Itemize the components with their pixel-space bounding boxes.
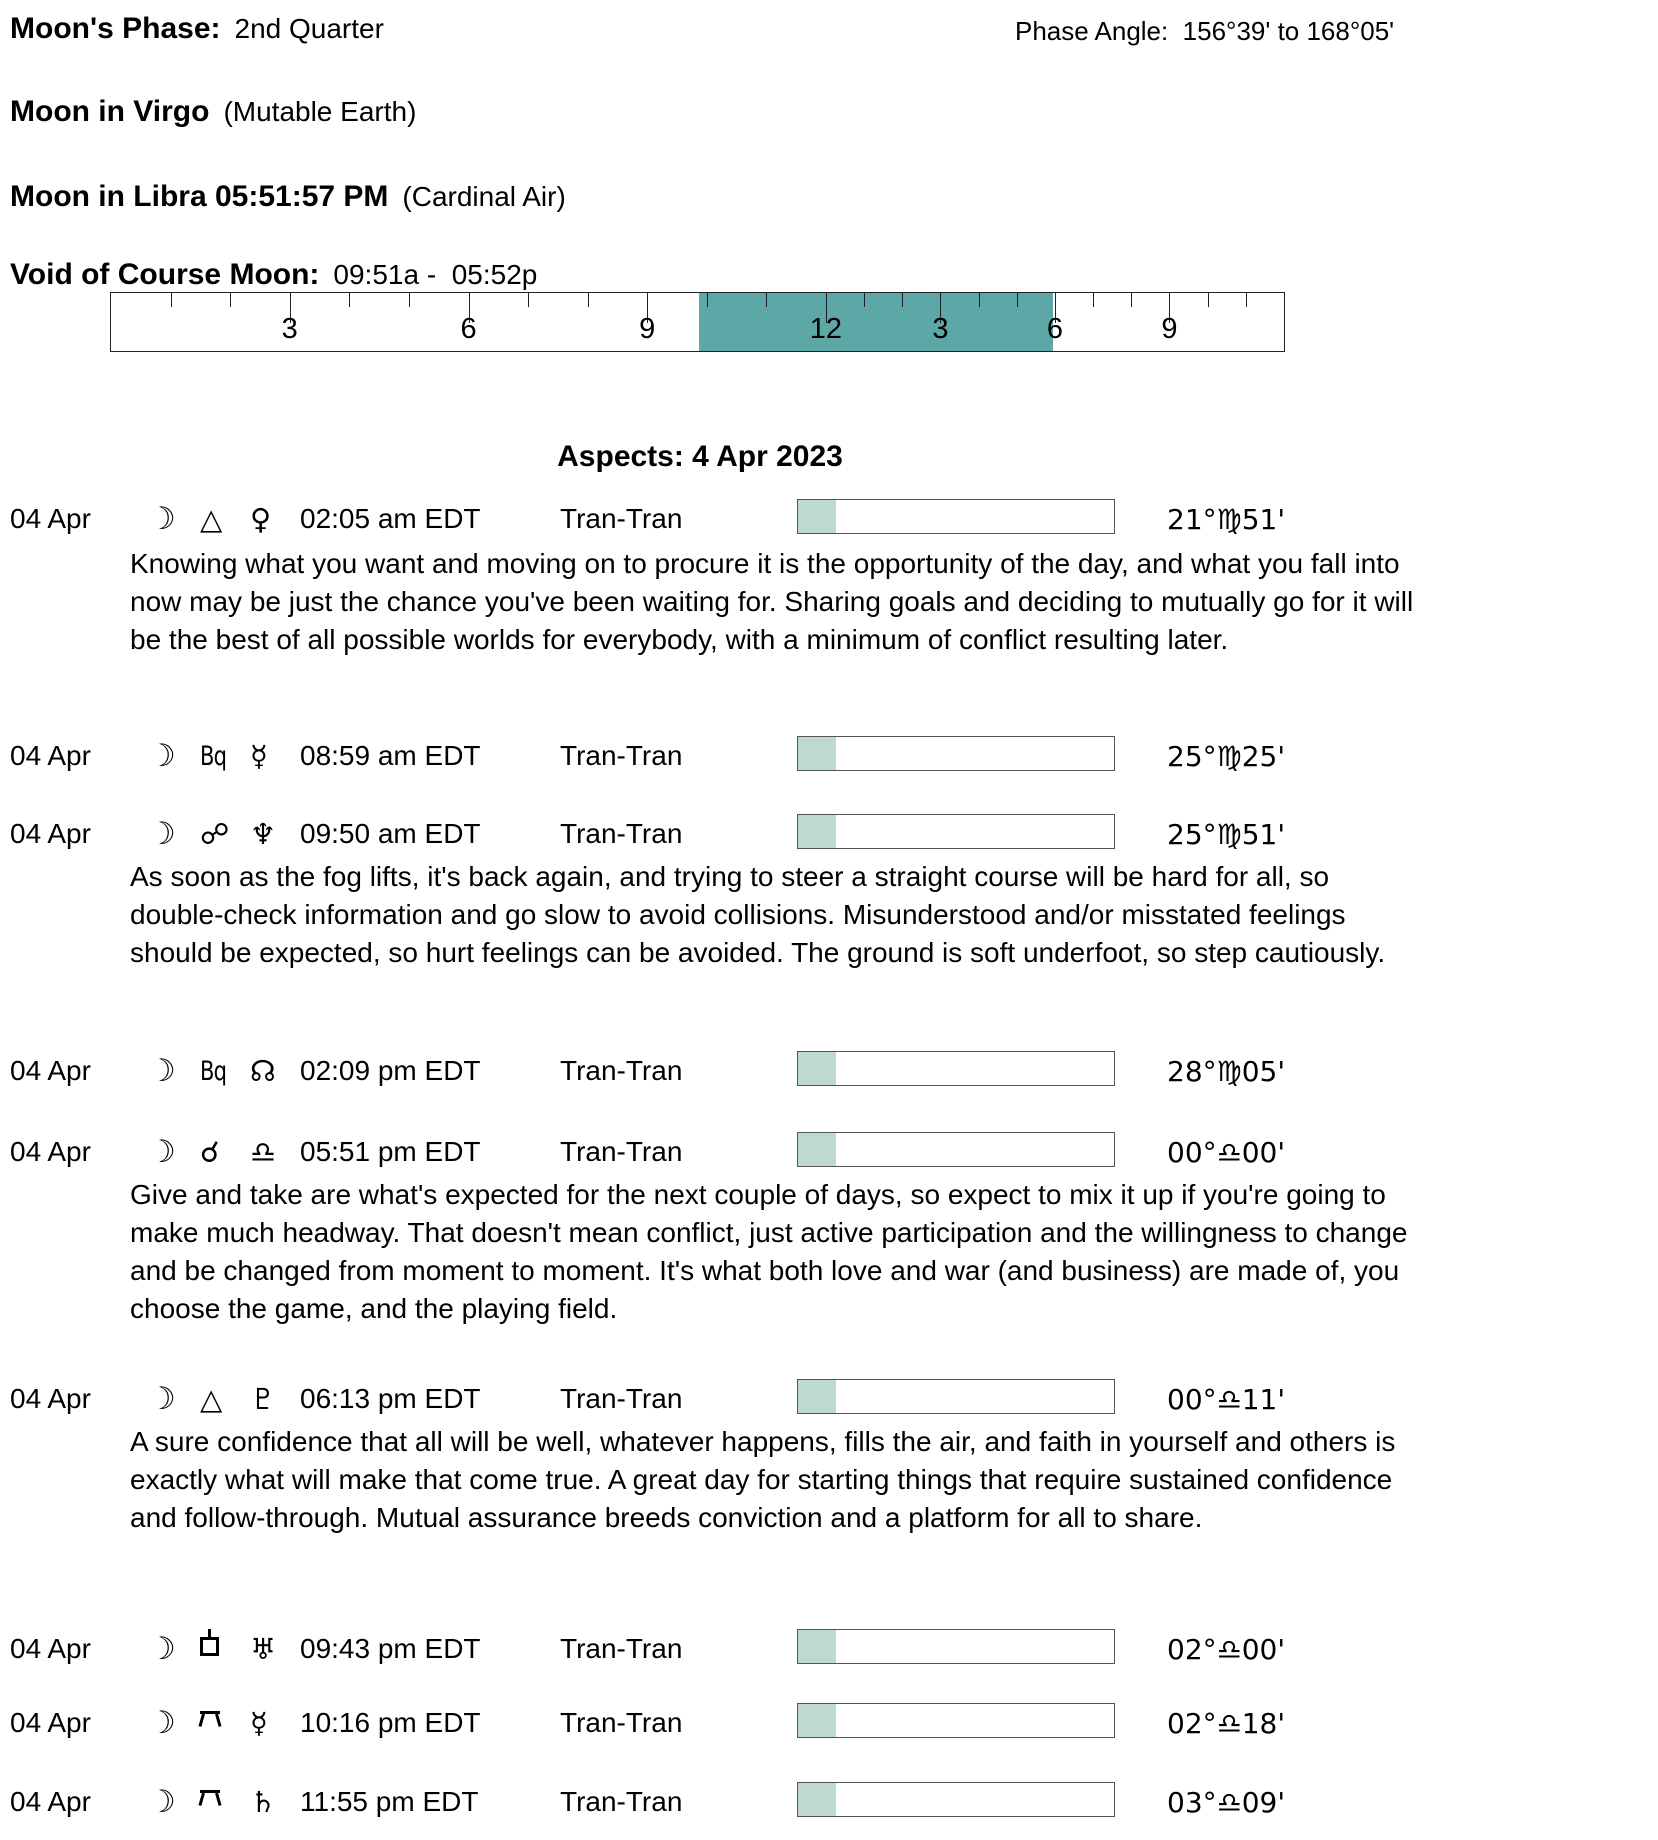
aspect-row: [0, 1786, 1658, 1822]
moon-ingress-detail: (Cardinal Air): [402, 181, 566, 212]
orb-progress-fill: [798, 1133, 836, 1166]
aspect-row: [0, 1136, 1658, 1172]
hour-tick: [1208, 293, 1209, 307]
aspect-row: [0, 1383, 1658, 1419]
hour-tick: [528, 293, 529, 307]
moon-ingress-line: [10, 180, 566, 214]
orb-progress-fill: [798, 737, 836, 770]
aspect-date: 04 Apr: [10, 1786, 91, 1817]
conjunction-icon: ☌: [200, 1135, 220, 1169]
hour-label: 3: [932, 313, 949, 345]
moon-icon: ☽: [148, 1381, 176, 1417]
aspect-time: 02:05 am EDT: [300, 503, 481, 534]
hour-label: 6: [1046, 313, 1063, 345]
mercury-icon: ☿: [250, 1706, 268, 1740]
void-of-course-line: [10, 258, 537, 292]
orb-progress-bar: [797, 814, 1115, 849]
orb-progress-bar: [797, 736, 1115, 771]
aspect-row: [0, 503, 1658, 539]
aspect-type: Tran-Tran: [560, 818, 683, 849]
libra-ingress-icon: ♎: [250, 1135, 276, 1169]
orb-progress-bar: [797, 1379, 1115, 1414]
aspect-row: [0, 740, 1658, 776]
biquintile-icon: Bq: [200, 1056, 227, 1087]
orb-progress-bar: [797, 1703, 1115, 1738]
aspect-date: 04 Apr: [10, 1633, 91, 1664]
aspect-position: 25°♍25': [1167, 740, 1286, 773]
north-node-icon: ☊: [250, 1054, 276, 1088]
moon-icon: ☽: [148, 501, 176, 537]
moons-phase-value: 2nd Quarter: [234, 13, 384, 44]
aspect-note: Knowing what you want and moving on to procure it is the opportunity of the day, and what you fall into now may be just the chance you've been waiting for. Sharing goals and deciding to mutually go for it will be the best of all possible worlds for everybody, with a minimum of conflict resulting later.: [130, 548, 1414, 655]
hour-tick: [864, 293, 865, 307]
aspect-position: 02°♎00': [1167, 1633, 1286, 1666]
moon-ingress-label: Moon in Libra 05:51:57 PM: [10, 180, 389, 213]
void-of-course-label: Void of Course Moon:: [10, 258, 320, 291]
moon-icon: ☽: [148, 816, 176, 852]
aspect-date: 04 Apr: [10, 1383, 91, 1414]
hour-tick: [409, 293, 410, 307]
orb-progress-fill: [798, 1380, 836, 1413]
aspect-type: Tran-Tran: [560, 1055, 683, 1086]
void-of-course-ruler: [110, 292, 1285, 352]
moons-phase-label: Moon's Phase:: [10, 12, 221, 45]
hour-tick: [766, 293, 767, 307]
aspect-type: Tran-Tran: [560, 1136, 683, 1167]
orb-progress-bar: [797, 499, 1115, 534]
aspect-date: 04 Apr: [10, 740, 91, 771]
void-of-course-value: 09:51a - 05:52p: [333, 259, 538, 290]
hour-tick: [1131, 293, 1132, 307]
aspect-date: 04 Apr: [10, 1136, 91, 1167]
aspects-title: Aspects: 4 Apr 2023: [557, 440, 843, 473]
aspect-position: 25°♍51': [1167, 818, 1286, 851]
aspect-position: 00°♎00': [1167, 1136, 1286, 1169]
aspect-position: 00°♎11': [1167, 1383, 1286, 1416]
hour-label: 12: [809, 313, 843, 345]
pluto-icon: ♇: [250, 1382, 276, 1416]
orb-progress-fill: [798, 1783, 836, 1816]
moon-icon: ☽: [148, 1784, 176, 1820]
aspect-position: 28°♍05': [1167, 1055, 1286, 1088]
trine-icon: △: [200, 1382, 223, 1416]
aspect-time: 02:09 pm EDT: [300, 1055, 481, 1086]
hour-tick: [230, 293, 231, 307]
venus-icon: ♀: [250, 502, 272, 536]
hour-label: 9: [639, 313, 656, 345]
uranus-icon: ♅: [250, 1632, 276, 1666]
orb-progress-fill: [798, 500, 836, 533]
aspect-time: 09:43 pm EDT: [300, 1633, 481, 1664]
aspect-date: 04 Apr: [10, 1055, 91, 1086]
aspect-time: 10:16 pm EDT: [300, 1707, 481, 1738]
aspect-row: [0, 818, 1658, 854]
orb-progress-fill: [798, 1630, 836, 1663]
aspect-type: Tran-Tran: [560, 740, 683, 771]
moon-sign-line: [10, 95, 416, 129]
aspect-row: [0, 1055, 1658, 1091]
void-period-highlight: [699, 293, 1053, 351]
hour-tick: [1017, 293, 1018, 307]
moon-sign-detail: (Mutable Earth): [223, 96, 417, 127]
aspect-type: Tran-Tran: [560, 1633, 683, 1664]
biquintile-icon: Bq: [200, 741, 227, 772]
hour-label: 6: [460, 313, 477, 345]
aspect-date: 04 Apr: [10, 1707, 91, 1738]
moon-icon: ☽: [148, 1134, 176, 1170]
aspect-row: [0, 1707, 1658, 1743]
trine-icon: △: [200, 502, 223, 536]
aspect-note: As soon as the fog lifts, it's back again, and trying to steer a straight course will be hard for all, so double-check information and go slow to avoid collisions. Misunderstood and/or misstated feelings should be expected, so hurt feelings can be avoided. The ground is soft underfoot, so step cautiously.: [130, 861, 1386, 968]
aspect-note: Give and take are what's expected for the next couple of days, so expect to mix it up if you're going to make much headway. That doesn't mean conflict, just active participation and the willingness to change and be changed from moment to moment. It's what both love and war (and business) are made of, you choose the game, and the playing field.: [130, 1179, 1408, 1324]
aspect-time: 11:55 pm EDT: [300, 1786, 479, 1817]
hour-tick: [349, 293, 350, 307]
aspect-time: 09:50 am EDT: [300, 818, 481, 849]
aspect-date: 04 Apr: [10, 818, 91, 849]
aspect-position: 02°♎18': [1167, 1707, 1286, 1740]
aspect-row: [0, 1633, 1658, 1669]
aspect-position: 03°♎09': [1167, 1786, 1286, 1819]
aspect-time: 06:13 pm EDT: [300, 1383, 481, 1414]
hour-tick: [171, 293, 172, 307]
phase-angle: Phase Angle: 156°39' to 168°05': [1015, 16, 1395, 46]
hour-tick: [979, 293, 980, 307]
hour-tick: [902, 293, 903, 307]
orb-progress-fill: [798, 1704, 836, 1737]
saturn-icon: ♄: [250, 1785, 276, 1819]
moon-icon: ☽: [148, 1053, 176, 1089]
hour-tick: [1093, 293, 1094, 307]
aspect-type: Tran-Tran: [560, 503, 683, 534]
hour-label: 3: [281, 313, 298, 345]
neptune-icon: ♆: [250, 817, 276, 851]
aspect-type: Tran-Tran: [560, 1383, 683, 1414]
aspect-note: A sure confidence that all will be well, whatever happens, fills the air, and faith in yourself and others is exactly what will make that come true. A great day for starting things that require sustained confidence and follow-through. Mutual assurance breeds conviction and a platform for all to share.: [130, 1426, 1396, 1533]
orb-progress-fill: [798, 1052, 836, 1085]
moon-icon: ☽: [148, 738, 176, 774]
orb-progress-bar: [797, 1051, 1115, 1086]
aspect-type: Tran-Tran: [560, 1707, 683, 1738]
aspect-type: Tran-Tran: [560, 1786, 683, 1817]
opposition-icon: ☍: [200, 817, 230, 851]
orb-progress-bar: [797, 1629, 1115, 1664]
moon-icon: ☽: [148, 1631, 176, 1667]
aspect-time: 08:59 am EDT: [300, 740, 481, 771]
hour-tick: [1246, 293, 1247, 307]
orb-progress-fill: [798, 815, 836, 848]
moon-sign-label: Moon in Virgo: [10, 95, 210, 128]
hour-tick: [707, 293, 708, 307]
aspect-time: 05:51 pm EDT: [300, 1136, 481, 1167]
moons-phase-line: [10, 12, 384, 46]
mercury-icon: ☿: [250, 739, 268, 773]
hour-tick: [588, 293, 589, 307]
orb-progress-bar: [797, 1782, 1115, 1817]
aspect-date: 04 Apr: [10, 503, 91, 534]
hour-label: 9: [1161, 313, 1178, 345]
moon-icon: ☽: [148, 1705, 176, 1741]
aspect-position: 21°♍51': [1167, 503, 1286, 536]
orb-progress-bar: [797, 1132, 1115, 1167]
